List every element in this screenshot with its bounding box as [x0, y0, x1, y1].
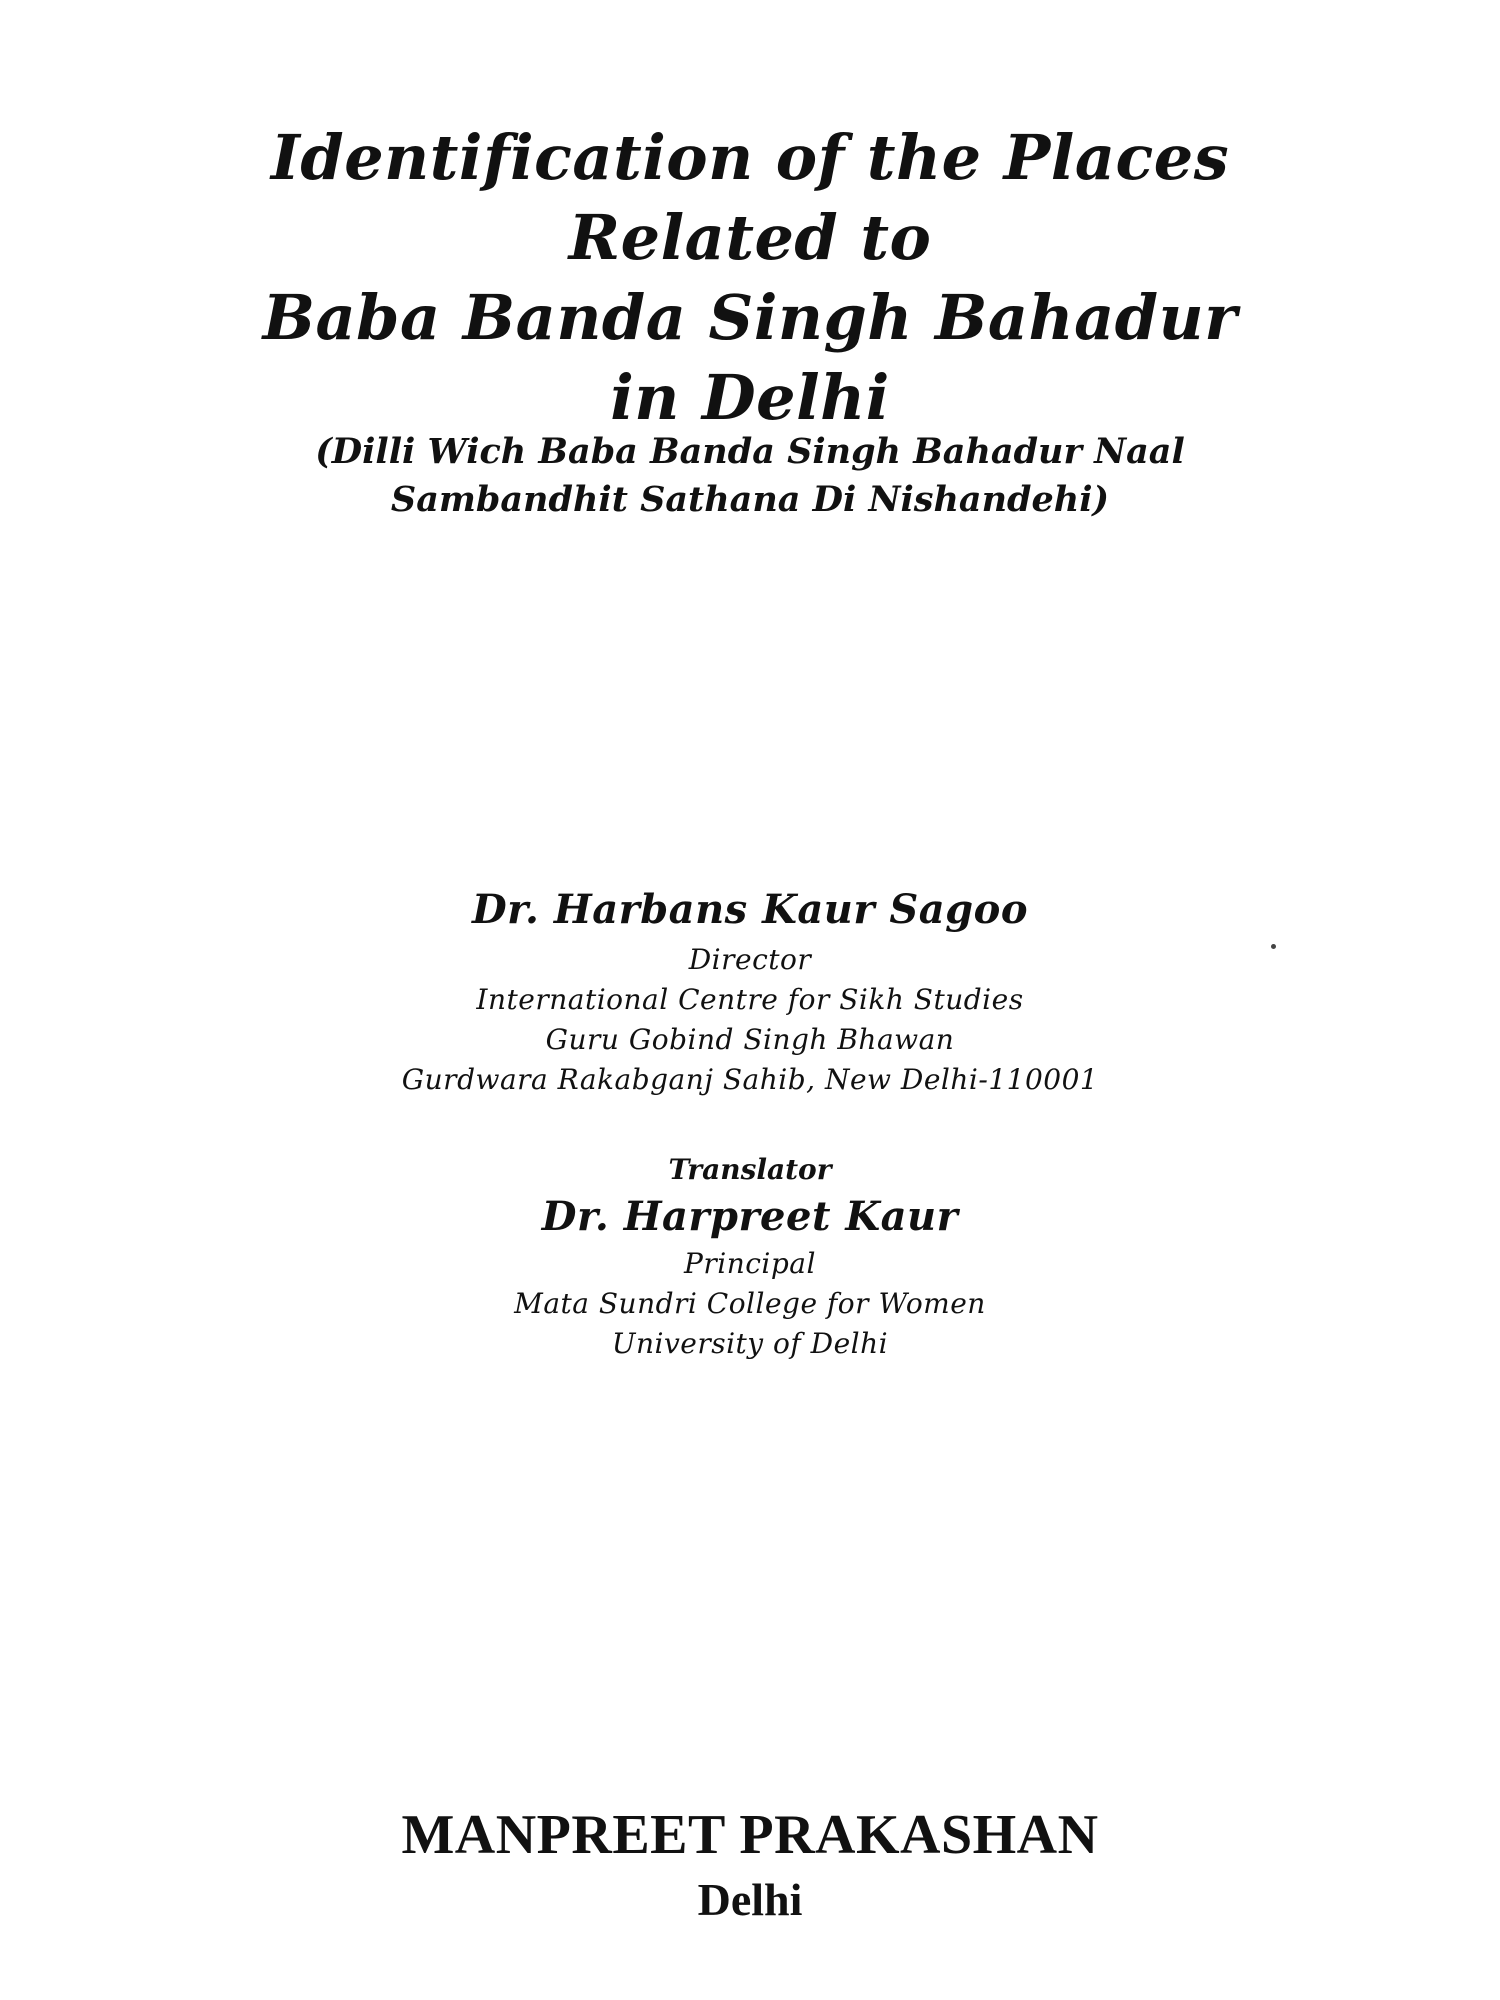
print-speck: [1271, 944, 1276, 949]
book-subtitle: [0, 428, 1500, 524]
author-address: Gurdwara Rakabganj Sahib, New Delhi-110001: [401, 1063, 1099, 1096]
translator-university: University of Delhi: [611, 1327, 889, 1360]
translator-institution: Mata Sundri College for Women: [514, 1287, 986, 1320]
publisher-city: Delhi: [697, 1874, 803, 1925]
translator-name: Dr. Harpreet Kaur: [541, 1193, 959, 1240]
translator-position: Principal: [684, 1247, 816, 1280]
author-name: Dr. Harbans Kaur Sagoo: [471, 886, 1029, 933]
author-building: Guru Gobind Singh Bhawan: [545, 1023, 955, 1056]
book-subtitle-line: Sambandhit Sathana Di Nishandehi): [390, 479, 1110, 520]
author-position: Director: [688, 943, 812, 976]
translator-label: Translator: [668, 1153, 832, 1186]
book-title-line: Identification of the Places: [270, 121, 1230, 194]
book-title-line: in Delhi: [610, 361, 890, 434]
book-subtitle-line: (Dilli Wich Baba Banda Singh Bahadur Naal: [315, 431, 1185, 472]
translator-section: [0, 1150, 1500, 1364]
book-title: [0, 118, 1500, 438]
book-title-line: Related to: [568, 201, 932, 274]
publisher-name: MANPREET PRAKASHAN: [401, 1804, 1099, 1866]
author-section: [0, 880, 1500, 1100]
book-title-line: Baba Banda Singh Bahadur: [262, 281, 1238, 354]
publisher-section: [0, 1800, 1500, 1930]
author-institution: International Centre for Sikh Studies: [476, 983, 1024, 1016]
